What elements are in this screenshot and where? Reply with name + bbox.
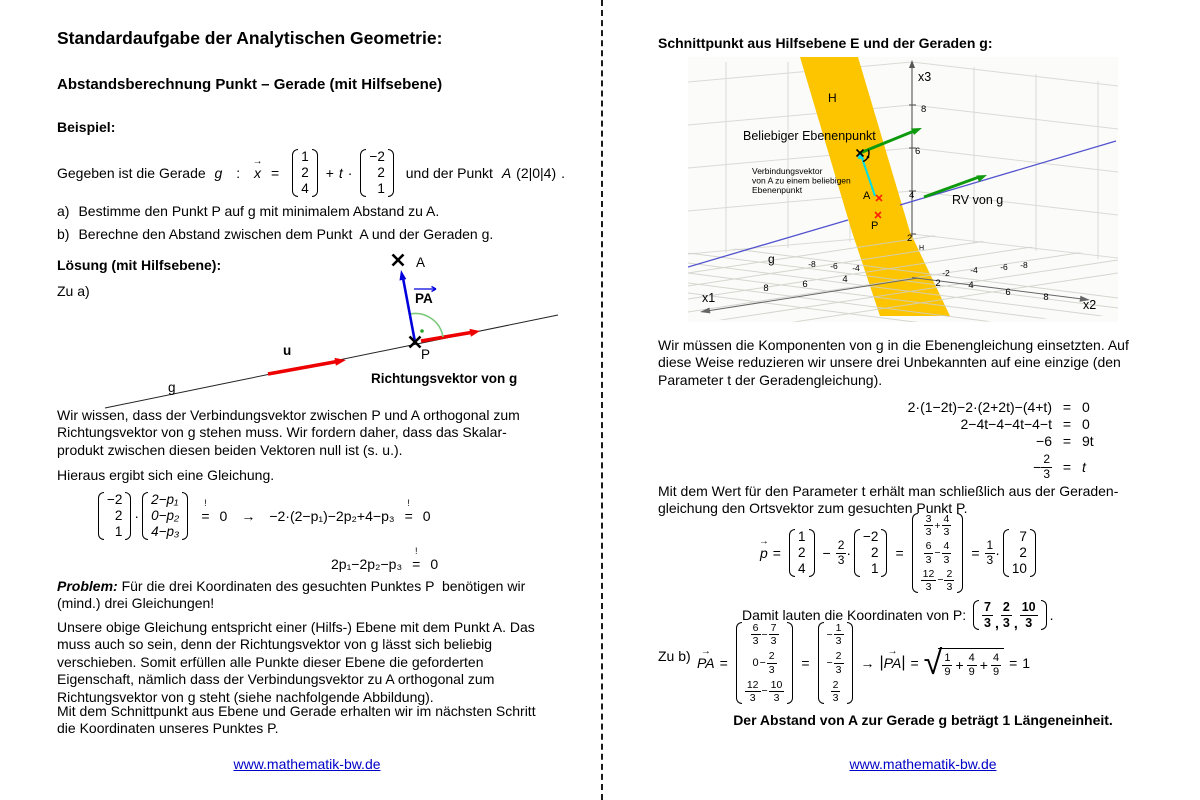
text-line: die Koordinaten unseres Punktes P. [57, 720, 279, 737]
point-marker-A [393, 255, 404, 266]
task-items [57, 203, 493, 243]
given-line [57, 142, 565, 204]
math-token: = [412, 556, 421, 572]
plane-label-H: H [828, 91, 837, 105]
label-g: g [168, 380, 176, 395]
svg-text:-6: -6 [1000, 262, 1008, 272]
math-token: + [955, 657, 964, 673]
orthogonality-sketch [75, 245, 585, 410]
problem-paragraph [57, 578, 525, 613]
paren-right [182, 492, 188, 541]
pa-arrow [400, 270, 416, 342]
vector-arrow: → [758, 536, 769, 547]
vec-entry: 1 [870, 561, 879, 577]
svg-text:von A zu einem beliebigen: von A zu einem beliebigen [752, 175, 851, 186]
eq-rhs: t [1082, 459, 1086, 476]
given-mid: und der Punkt [401, 165, 497, 181]
vec-entry: $\frac{12}{3}$ − $\frac{2}{3}$ [922, 567, 953, 593]
beispiel-heading: Beispiel: [57, 119, 116, 135]
vec-entry: 4 [301, 181, 309, 197]
frac-den: 3 [986, 552, 994, 567]
math-token: 2p₁−2p₂−p₃ [331, 556, 403, 572]
fraction: $\frac{1}{9}$ [944, 651, 951, 678]
scalar-product-equation [95, 486, 431, 546]
math-token: · [846, 545, 852, 561]
svg-text:Verbindungsvektor: Verbindungsvektor [752, 166, 823, 176]
math-token: 0 [422, 508, 431, 524]
math-token: = [801, 655, 810, 671]
implies-arrow: → [241, 508, 256, 524]
label-u: u [283, 343, 292, 358]
fraction: $\frac{10}{3}$ [1021, 600, 1036, 630]
vec-entry: 1 [114, 524, 123, 540]
angle-dot [420, 329, 424, 333]
text-line: Unsere obige Gleichung entspricht einer (Hilfs-) Ebene mit dem Punkt A. Das [57, 619, 535, 635]
svg-text:8: 8 [1043, 292, 1049, 303]
column-vector [854, 529, 887, 578]
excl-mark: ! [407, 498, 410, 508]
svg-text:2: 2 [907, 233, 913, 244]
column-vector [292, 149, 318, 198]
vec-entry: 2 [870, 544, 879, 560]
paragraph-hilfsebene [57, 619, 535, 706]
loesung-heading: Lösung (mit Hilfsebene): [57, 257, 222, 273]
vec-entry: 4−p₃ [151, 524, 180, 540]
eq-lhs [790, 453, 1052, 482]
svg-text:-8: -8 [1020, 260, 1028, 270]
excl-mark: ! [204, 498, 207, 508]
x2-axis-label: x2 [1083, 298, 1097, 312]
column-vector-fractions [818, 622, 853, 703]
svg-text:-8: -8 [808, 259, 816, 269]
frac-num: 1 [986, 537, 994, 552]
math-token: = [719, 655, 728, 671]
page-divider [601, 0, 603, 800]
vec-entry: 0 − $\frac{2}{3}$ [752, 650, 775, 676]
vec-entry: 1 [797, 528, 806, 544]
frac-den: 3 [1043, 466, 1050, 481]
beliebiger-ebenenpunkt-label: Beliebiger Ebenenpunkt [743, 129, 876, 143]
point-coords: (2|0|4) [516, 165, 557, 181]
3d-plot [688, 57, 1118, 322]
zu-a-label: Zu a) [57, 283, 90, 299]
svg-text:-4: -4 [852, 263, 860, 273]
ortsvektor-equation [760, 515, 1039, 591]
eq-lhs: 2·(1−2t)−2·(2+2t)−(4+t) [907, 398, 1052, 415]
text-line: Richtungsvektor von g steht (siehe nachfolgende Abbildung). [57, 688, 434, 705]
paren-right [388, 149, 394, 198]
vec-entry: 1 [301, 148, 309, 164]
vec-entry: 7 [1019, 528, 1027, 544]
math-token: : [236, 165, 241, 181]
math-token: · [347, 165, 353, 181]
item-label: a) [57, 203, 70, 219]
svg-text:-2: -2 [942, 268, 950, 278]
label-A-3d: A [863, 190, 871, 202]
math-token: = [910, 655, 919, 671]
svg-text:6: 6 [1005, 287, 1011, 298]
math-token: = [971, 545, 980, 561]
svg-text:2: 2 [935, 278, 941, 289]
expanded-equation: −2·(2−p₁)−2p₂+4−p₃ [269, 508, 395, 524]
equation-row [790, 415, 1132, 432]
text-line: Parameter t der Geradengleichung). [658, 371, 883, 388]
fraction: $\frac{4}{9}$ [968, 651, 975, 678]
simplified-equation [331, 546, 439, 572]
var-g: g [214, 165, 223, 181]
footer [57, 756, 557, 772]
parameter-equations [790, 398, 1132, 482]
equals-required [201, 498, 210, 524]
eq-rhs: 0 [1082, 398, 1090, 415]
text-line: Richtungsvektor von g stehen muss. Wir fordern daher, dass das Skalar- [57, 424, 507, 441]
svg-text:6: 6 [802, 279, 808, 290]
paren-right [881, 529, 887, 578]
math-token: − [1033, 459, 1042, 476]
paragraph-einsetzen [658, 337, 1129, 389]
math-token: + [325, 165, 334, 181]
equation-row [790, 453, 1132, 482]
eq-lhs: 2−4t−4−4t−4−t [960, 416, 1052, 433]
text-line: Mit dem Schnittpunkt aus Ebene und Gerade erhalten wir im nächsten Schritt [57, 703, 536, 719]
eq-lhs: −6 [1036, 433, 1052, 450]
fraction: $\frac{2}{3}$ [1002, 600, 1010, 630]
math-token: = [271, 165, 280, 181]
coords-text: Damit lauten die Koordinaten von P: [742, 607, 971, 623]
fraction [1041, 453, 1052, 482]
vec-entry: 2−p₁ [151, 491, 179, 507]
math-token: . [1049, 607, 1054, 623]
text-line: gleichung den Ortsvektor zum gesuchten Punkt P. [658, 500, 968, 517]
page-subtitle: Abstandsberechnung Punkt – Gerade (mit Hilfsebene) [57, 76, 443, 93]
text-line: Mit dem Wert für den Parameter t erhält man schließlich aus der Geraden- [658, 483, 1119, 499]
fraction: $\frac{7}{3}$ [984, 600, 991, 630]
result-value: 1 [1022, 655, 1031, 671]
paren-right [125, 492, 131, 541]
website-link[interactable]: www.mathematik-bw.de [233, 756, 381, 772]
paren-right [809, 529, 815, 578]
eq-rel: = [1062, 416, 1072, 433]
vec-entry: −2 [863, 528, 879, 544]
vec-entry: $\frac{6}{3}$ − $\frac{4}{3}$ [925, 540, 950, 566]
comma: , [1013, 614, 1018, 631]
vec-entry: $\frac{6}{3}$ − $\frac{7}{3}$ [752, 622, 777, 648]
column-vector-fractions [736, 622, 794, 703]
square-root [923, 643, 1004, 682]
svg-text:8: 8 [921, 104, 927, 115]
sqrt-sign: √ [923, 643, 943, 682]
angle-arc-dot [867, 156, 870, 159]
abs-bar: | [901, 654, 906, 671]
paragraph-gleichung: Hieraus ergibt sich eine Gleichung. [57, 467, 275, 483]
eq-rhs: 9t [1082, 433, 1094, 450]
text-line: produkt zwischen diesen beiden Vektoren null ist (s. u.). [57, 441, 403, 458]
paragraph-schnittpunkt [57, 703, 536, 738]
math-token: − [822, 545, 831, 561]
svg-text:4: 4 [842, 274, 848, 285]
item-text: Bestimme den Punkt P auf g mit minimalem Abstand zu A. [78, 203, 440, 219]
vec-entry: 2 [301, 164, 309, 180]
math-token [227, 165, 231, 181]
frac-num: 2 [1043, 452, 1050, 467]
fraction [985, 539, 996, 568]
svg-text:4: 4 [968, 280, 974, 291]
math-token: · [134, 508, 140, 524]
eq-rel: = [1062, 398, 1072, 415]
abs-bar: | [879, 654, 884, 671]
equals-required [412, 546, 421, 572]
paren-right [957, 513, 963, 592]
math-token: = [201, 508, 210, 524]
vector-arrow: → [887, 646, 898, 657]
svg-text:-4: -4 [970, 265, 978, 275]
x-vector [252, 156, 263, 181]
website-link[interactable]: www.mathematik-bw.de [849, 756, 997, 772]
right-page-title: Schnittpunkt aus Hilfsebene E und der Geraden g: [658, 35, 993, 51]
var-p: p [760, 545, 768, 561]
text-span: Für die drei Koordinaten des gesuchten Punktes P benötigen wir [117, 578, 526, 594]
math-token: = [1009, 655, 1018, 671]
vec-entry: 2 [1019, 544, 1027, 560]
item-text: Berechne den Abstand zwischen dem Punkt A und der Geraden g. [78, 225, 494, 242]
problem-label: Problem: [57, 578, 118, 594]
svg-text:8: 8 [763, 283, 769, 294]
pa-vector [883, 646, 902, 671]
vec-entry: 2 [377, 164, 385, 180]
vec-entry: 2 [114, 507, 123, 523]
var-PA: PA [883, 655, 902, 671]
eq-rel: = [1062, 459, 1072, 476]
math-token: = [895, 545, 904, 561]
vector-arrow: → [252, 156, 263, 167]
label-richtungsvektor: Richtungsvektor von g [371, 371, 518, 386]
svg-text:4: 4 [909, 190, 915, 201]
excl-mark: ! [414, 546, 418, 556]
column-vector [789, 529, 815, 578]
svg-text:6: 6 [915, 146, 921, 157]
direction-arrow [421, 329, 480, 341]
p-vector [758, 536, 769, 561]
column-vector [142, 492, 188, 541]
math-token: · [995, 545, 1000, 561]
text-line [57, 578, 525, 595]
vector-arrow: → [700, 646, 711, 657]
equation-row [790, 433, 1132, 450]
comma: , [994, 614, 999, 631]
label-g-3d: g [768, 252, 775, 266]
var-x: x [254, 165, 262, 181]
eq-rhs: 0 [1082, 416, 1090, 433]
text-line: Wir müssen die Komponenten von g in die Ebenengleichung einsetzten. Auf [658, 337, 1129, 353]
paren-right [1041, 600, 1047, 630]
math-token: 0 [430, 556, 439, 572]
label-P: P [421, 347, 431, 362]
page-title: Standardaufgabe der Analytischen Geometrie: [57, 28, 443, 48]
vec-entry: $\frac{2}{3}$ [832, 678, 839, 704]
right-angle-arc [410, 313, 443, 337]
vec-entry: −2 [369, 148, 385, 164]
item-label: b) [57, 225, 70, 242]
vec-entry: 0−p₂ [151, 507, 180, 523]
paren-right [847, 622, 853, 703]
vec-entry: 2 [797, 544, 806, 560]
vec-entry: − $\frac{1}{3}$ [826, 622, 842, 648]
text-line: muss auch so sein, denn der Richtungsvektor von g lässt sich beliebig [57, 636, 493, 653]
label-rv-von-g: RV von g [952, 193, 1004, 207]
conclusion-line: Der Abstand von A zur Gerade g beträgt 1 Längeneinheit. [733, 712, 1113, 728]
column-vector-fractions [912, 513, 964, 592]
svg-text:-6: -6 [830, 261, 838, 271]
task-item-b [57, 226, 493, 243]
fraction [836, 539, 847, 568]
math-token: + [979, 657, 988, 673]
given-prefix: Gegeben ist die Gerade [57, 165, 210, 181]
equation-row [790, 398, 1132, 415]
text-line: verschieben. Somit erfüllen alle Punkte dieser Ebene die geforderten [57, 653, 484, 670]
vec-entry: − $\frac{2}{3}$ [826, 650, 842, 676]
vec-entry: 1 [377, 181, 385, 197]
text-line: Eigenschaft, nämlich dass der Verbindungsvektor zu A orthogonal zum [57, 671, 495, 688]
label-P-3d: P [871, 220, 879, 232]
x3-axis-label: x3 [918, 70, 932, 84]
column-vector [98, 492, 131, 541]
math-token: = [772, 545, 781, 561]
text-line: diese Weise reduzieren wir unsere drei Unbekannten auf eine einzige (den [658, 354, 1121, 371]
small-h-label: H [919, 245, 925, 252]
frac-den: 3 [837, 552, 845, 567]
label-A: A [416, 255, 426, 270]
eq-rel: = [1062, 433, 1072, 450]
vec-entry: $\frac{12}{3}$ − $\frac{10}{3}$ [746, 678, 783, 704]
frac-num: 2 [837, 537, 845, 552]
vec-entry: 10 [1011, 561, 1027, 577]
vec-entry: $\frac{3}{3}$ + $\frac{4}{3}$ [925, 513, 950, 539]
math-token: 0 [219, 508, 228, 524]
implies-arrow: → [860, 655, 875, 671]
vec-entry: −2 [107, 491, 123, 507]
var-PA: PA [697, 655, 715, 671]
fraction: $\frac{4}{9}$ [992, 651, 1000, 678]
paren-right [1030, 529, 1036, 578]
u-arrow [268, 358, 346, 374]
paragraph-orthogonal [57, 407, 520, 459]
vec-entry: 4 [797, 561, 806, 577]
var-A: A [501, 165, 512, 181]
paragraph-ortsvektor [658, 483, 1118, 518]
paren-right [787, 622, 793, 703]
math-token: = [404, 508, 413, 524]
equals-required [404, 498, 413, 524]
svg-text:Ebenenpunkt: Ebenenpunkt [752, 185, 803, 195]
column-vector [360, 149, 393, 198]
text-line: Wir wissen, dass der Verbindungsvektor zwischen P und A orthogonal zum [57, 407, 520, 423]
text-line: (mind.) drei Gleichungen! [57, 595, 215, 612]
label-PA: PA [415, 291, 433, 306]
zu-b-label: Zu b) [658, 648, 691, 664]
column-vector [1003, 529, 1036, 578]
math-token [245, 165, 249, 181]
math-token: . [561, 165, 566, 181]
paren-right [312, 149, 318, 198]
task-item-a [57, 203, 493, 220]
footer [658, 756, 1188, 772]
pa-vector [697, 646, 715, 671]
var-t: t [338, 165, 343, 181]
x1-axis-label: x1 [702, 291, 716, 305]
